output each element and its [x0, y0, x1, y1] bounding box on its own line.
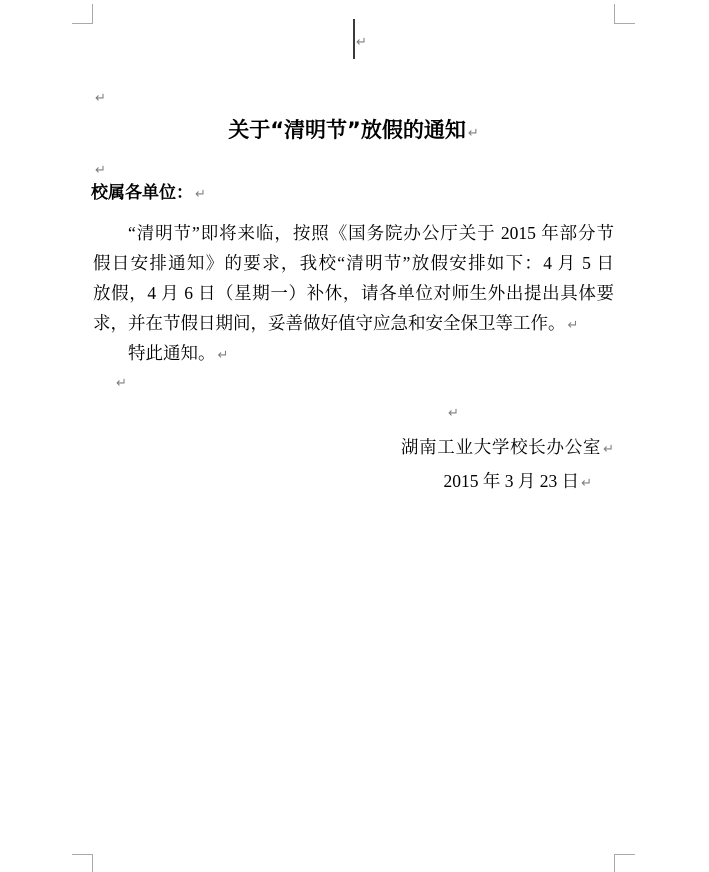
date-row[interactable] — [93, 466, 614, 496]
margin-corner-top-left — [72, 4, 93, 24]
title-paragraph-mark: ↵ — [467, 126, 479, 141]
salutation-line[interactable] — [91, 181, 206, 205]
signature-paragraph-mark: ↵ — [603, 442, 614, 457]
date-text[interactable]: 2015 年 3 月 23 日 — [443, 471, 580, 491]
body-line-2[interactable]: 假日安排通知》的要求，我校“清明节”放假安排如下：4 月 5 日 — [93, 253, 614, 273]
salutation-text[interactable]: 校属各单位： — [91, 183, 193, 202]
body-line-4[interactable] — [93, 308, 614, 338]
signature-row[interactable] — [93, 432, 614, 462]
text-cursor-caret — [353, 19, 355, 59]
body-paragraph-mark: ↵ — [567, 318, 579, 333]
paragraph-mark-top-center: ↵ — [356, 35, 367, 50]
paragraph-mark-empty-1: ↵ — [95, 91, 106, 106]
signature-text[interactable]: 湖南工业大学校长办公室 — [400, 437, 602, 457]
closing-line[interactable] — [93, 338, 614, 368]
title-row[interactable] — [93, 114, 614, 146]
margin-corner-bottom-right — [614, 854, 635, 872]
paragraph-mark-empty-3: ↵ — [116, 376, 127, 391]
body-line-4-text[interactable]: 求，并在节假日期间，妥善做好值守应急和安全保卫等工作。 — [93, 313, 566, 333]
closing-text[interactable]: 特此通知。 — [128, 343, 216, 363]
salutation-paragraph-mark: ↵ — [195, 187, 206, 202]
body-line-1[interactable]: “清明节”即将来临，按照《国务院办公厅关于 2015 年部分节 — [128, 223, 614, 243]
paragraph-mark-empty-2: ↵ — [95, 163, 106, 178]
body-line-3[interactable]: 放假，4 月 6 日（星期一）补休，请各单位对师生外出提出具体要 — [93, 283, 614, 303]
date-paragraph-mark: ↵ — [581, 476, 592, 491]
margin-corner-top-right — [614, 4, 635, 24]
margin-corner-bottom-left — [72, 854, 93, 872]
paragraph-mark-empty-4: ↵ — [448, 406, 459, 421]
document-title[interactable]: 关于“清明节”放假的通知 — [228, 118, 466, 142]
closing-paragraph-mark: ↵ — [217, 348, 229, 363]
